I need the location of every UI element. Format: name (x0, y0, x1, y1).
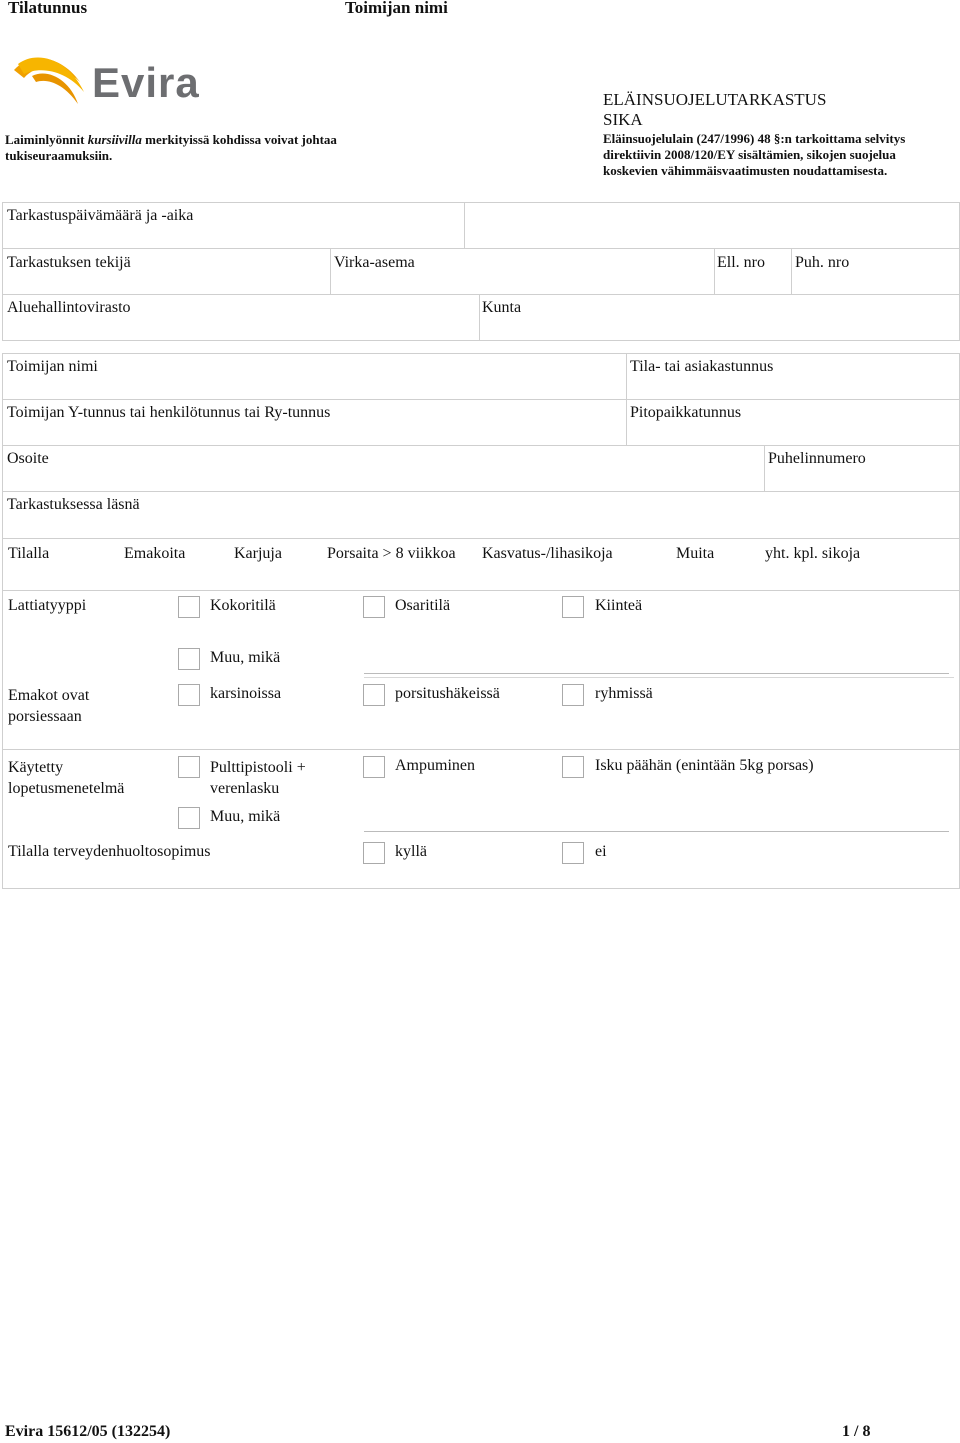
floor-section (2, 590, 960, 750)
floor-other-line[interactable] (364, 673, 949, 674)
municipality-label: Kunta (482, 299, 522, 316)
present-cell[interactable] (2, 491, 960, 539)
page-number: 1 / 8 (842, 1423, 871, 1440)
floor-kiintea-label: Kiinteä (595, 597, 643, 614)
floor-kiintea-checkbox[interactable] (562, 596, 584, 618)
other-animals-label: Muita (676, 545, 715, 562)
health-yes-label: kyllä (395, 843, 427, 860)
operator-name-label: Toimijan nimi (7, 358, 98, 375)
phone-no-label: Puh. nro (795, 254, 850, 271)
piglets-label: Porsaita > 8 viikkoa (327, 545, 456, 562)
boars-label: Karjuja (234, 545, 282, 562)
floor-kokoritila-checkbox[interactable] (178, 596, 200, 618)
doc-title (603, 90, 826, 130)
floor-other-checkbox[interactable] (178, 648, 200, 670)
doc-title-line2: SIKA (603, 110, 643, 129)
health-yes-checkbox[interactable] (363, 842, 385, 864)
farrowing-groups-checkbox[interactable] (562, 684, 584, 706)
health-no-label: ei (595, 843, 607, 860)
killing-section (2, 749, 960, 889)
killing-other-line[interactable] (364, 831, 949, 832)
ytunnus-label: Toimijan Y-tunnus tai henkilötunnus tai Ry-tunnus (7, 404, 331, 421)
floor-osaritila-label: Osaritilä (395, 597, 451, 614)
floor-osaritila-checkbox[interactable] (363, 596, 385, 618)
datetime-label: Tarkastuspäivämäärä ja -aika (7, 207, 194, 224)
present-label: Tarkastuksessa läsnä (7, 496, 140, 513)
municipality-cell[interactable] (479, 294, 960, 341)
doc-title-line1: ELÄINSUOJELUTARKASTUS (603, 90, 827, 109)
address-label: Osoite (7, 450, 49, 467)
sows-label: Emakoita (124, 545, 186, 562)
farrowing-crates-checkbox[interactable] (363, 684, 385, 706)
killing-method-label: Käytetty lopetusmenetelmä (8, 759, 125, 797)
floor-other-label: Muu, mikä (210, 649, 281, 666)
killing-other-label: Muu, mikä (210, 808, 281, 825)
inspector-label: Tarkastuksen tekijä (7, 254, 131, 271)
evira-logo-text: Evira (92, 59, 200, 106)
total-pigs-label: yht. kpl. sikoja (765, 545, 861, 562)
killing-blow-label: Isku päähän (enintään 5kg porsas) (595, 757, 814, 774)
floor-divider (364, 677, 954, 678)
farm-id-label: Tila- tai asiakastunnus (630, 358, 774, 375)
address-cell[interactable] (2, 445, 765, 492)
site-id-label: Pitopaikkatunnus (630, 404, 742, 421)
killing-shooting-checkbox[interactable] (363, 756, 385, 778)
form-code: Evira 15612/05 (132254) (5, 1423, 171, 1440)
penalty-notice: Laiminlyönnit kursiivilla merkityissä kohdissa voivat johtaa tukiseuraamuksiin. (5, 132, 337, 163)
doc-description: Eläinsuojelulain (247/1996) 48 §:n tarkoittama selvitys direktiivin 2008/120/EY sisältämien, sikojen suojelua koskevien vähimmäisvaatimusten noudattamisesta. (603, 131, 906, 178)
evira-logo (12, 52, 200, 112)
on-farm-label: Tilalla (8, 545, 50, 562)
tilatunnus-label: Tilatunnus (8, 0, 88, 17)
killing-bolt-checkbox[interactable] (178, 756, 200, 778)
phone-label: Puhelinnumero (768, 450, 866, 467)
killing-bolt-label: Pulttipistooli + verenlasku (210, 759, 306, 797)
health-no-checkbox[interactable] (562, 842, 584, 864)
farrowing-crates-label: porsitushäkeissä (395, 685, 500, 702)
floor-type-label: Lattiatyyppi (8, 597, 87, 614)
datetime-value-cell[interactable] (464, 202, 960, 249)
farrowing-pens-label: karsinoissa (210, 685, 282, 702)
farrowing-label: Emakot ovat porsiessaan (8, 687, 90, 725)
killing-other-checkbox[interactable] (178, 807, 200, 829)
fattening-label: Kasvatus-/lihasikoja (482, 545, 613, 562)
farrowing-pens-checkbox[interactable] (178, 684, 200, 706)
killing-shooting-label: Ampuminen (395, 757, 475, 774)
toimijan-nimi-header-label: Toimijan nimi (345, 0, 448, 17)
position-label: Virka-asema (334, 254, 415, 271)
killing-blow-checkbox[interactable] (562, 756, 584, 778)
avi-label: Aluehallintovirasto (7, 299, 131, 316)
farrowing-groups-label: ryhmissä (595, 685, 653, 702)
floor-kokoritila-label: Kokoritilä (210, 597, 276, 614)
health-agreement-label: Tilalla terveydenhuoltosopimus (8, 843, 211, 860)
ell-no-label: Ell. nro (717, 254, 765, 271)
